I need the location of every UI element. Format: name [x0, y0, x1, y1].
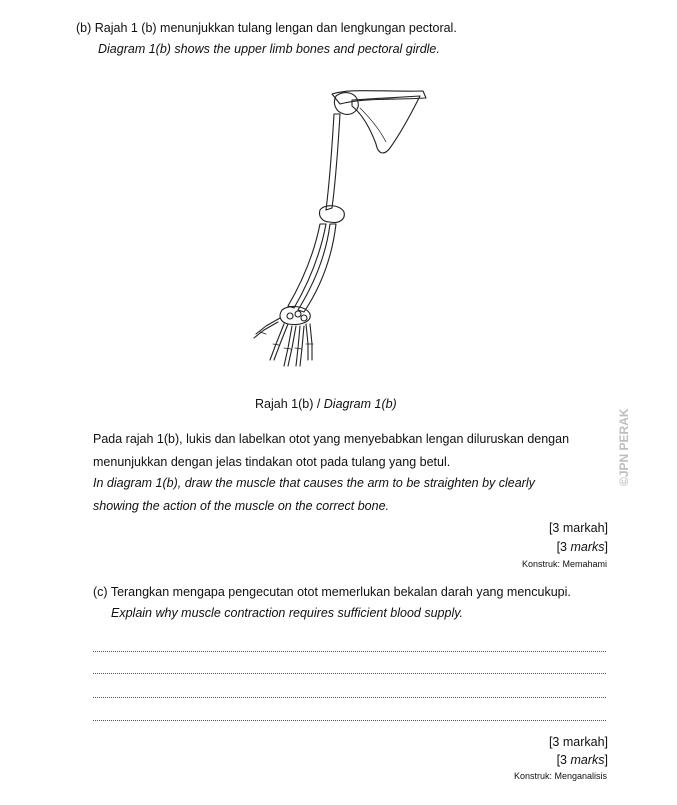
figure-caption	[255, 397, 397, 411]
finger-1	[270, 324, 288, 360]
marks-en-suffix: ]	[604, 753, 608, 767]
part-c-question-ms: (c) Terangkan mengapa pengecutan otot memerlukan bekalan darah yang mencukupi.	[93, 585, 571, 599]
upper-limb-skeleton-figure	[240, 78, 440, 378]
marks-en-word: marks	[570, 540, 605, 554]
jpn-perak-watermark	[607, 408, 637, 488]
part-b-marks-ms: [3 markah]	[548, 521, 608, 535]
part-c-marks-en	[557, 753, 608, 767]
answer-line-2[interactable]	[93, 673, 606, 674]
thumb	[254, 318, 280, 338]
finger-4	[306, 324, 312, 360]
figure-caption-ms: Rajah 1(b) /	[255, 397, 324, 411]
humerus	[326, 114, 340, 210]
part-b-heading-ms: (b) Rajah 1 (b) menunjukkan tulang lengan dan lengkungan pectoral.	[76, 21, 457, 35]
scapula	[352, 96, 420, 153]
part-b-construct: Konstruk: Memahami	[521, 559, 607, 569]
instruction-en-line2: showing the action of the muscle on the correct bone.	[93, 499, 390, 513]
figure-caption-en: Diagram 1(b)	[323, 397, 397, 411]
marks-en-suffix: ]	[604, 540, 608, 554]
humerus-head	[334, 93, 358, 115]
instruction-en-line1: In diagram 1(b), draw the muscle that causes the arm to be straighten by clearly	[93, 476, 535, 490]
part-b-heading-en: Diagram 1(b) shows the upper limb bones and pectoral girdle.	[98, 42, 440, 56]
marks-en-word: marks	[570, 753, 605, 767]
instruction-ms-line2: menunjukkan dengan jelas tindakan otot pada tulang yang betul.	[93, 455, 451, 469]
part-c-construct: Konstruk: Menganalisis	[513, 771, 607, 781]
answer-line-3[interactable]	[93, 697, 606, 698]
answer-line-4[interactable]	[93, 720, 606, 721]
part-b-marks-en	[557, 540, 608, 554]
part-c-marks-ms: [3 markah]	[548, 735, 608, 749]
marks-en-prefix: [3	[556, 540, 571, 554]
finger-3	[296, 326, 304, 366]
watermark-text: ©JPN PERAK	[617, 408, 631, 486]
part-c-question-en: Explain why muscle contraction requires sufficient blood supply.	[111, 606, 464, 620]
instruction-ms-line1: Pada rajah 1(b), lukis dan labelkan otot yang menyebabkan lengan diluruskan dengan	[93, 432, 570, 446]
answer-line-1[interactable]	[93, 651, 606, 652]
finger-2	[284, 326, 296, 366]
marks-en-prefix: [3	[556, 753, 571, 767]
